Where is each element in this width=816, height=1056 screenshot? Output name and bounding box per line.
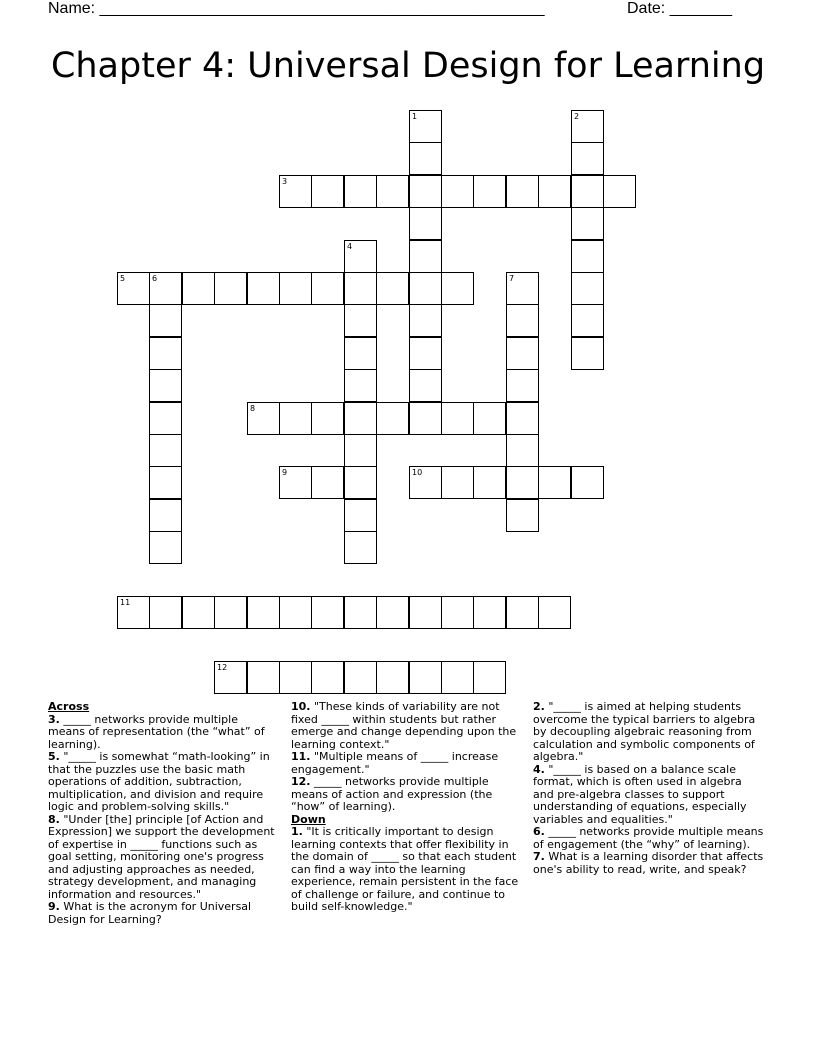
grid-cell[interactable] — [506, 337, 539, 370]
grid-cell[interactable] — [344, 272, 377, 305]
clue-across-8: 8. "Under [the] principle [of Action and Expression] we support the development of expertise in _____ functions such as goal setting, monitoring one's progress and adjusting approaches as needed, strategy development, and managing information and resources." — [48, 812, 275, 901]
grid-cell[interactable] — [409, 304, 442, 337]
clues-column-3 — [533, 701, 765, 876]
grid-cell[interactable] — [441, 402, 474, 435]
grid-cell[interactable] — [571, 337, 604, 370]
clue-number-label: 9 — [282, 468, 288, 477]
grid-cell[interactable] — [344, 499, 377, 532]
clue-number-label: 1 — [412, 112, 418, 121]
page-title: Chapter 4: Universal Design for Learning — [50, 46, 766, 86]
grid-cell[interactable] — [571, 272, 604, 305]
clue-number-label: 8 — [250, 404, 256, 413]
clue-number-label: 5 — [120, 274, 126, 283]
name-label: Name: — [48, 0, 100, 17]
clue-across-11: 11. "Multiple means of _____ increase engagement." — [291, 750, 499, 776]
grid-cell[interactable] — [376, 596, 409, 629]
clue-number-label: 3 — [282, 177, 288, 186]
clue-number-label: 7 — [509, 274, 515, 283]
grid-cell[interactable] — [149, 466, 182, 499]
grid-cell[interactable] — [376, 402, 409, 435]
grid-cell[interactable] — [182, 596, 215, 629]
grid-cell[interactable] — [311, 661, 344, 694]
grid-cell[interactable] — [571, 240, 604, 273]
date-label: Date: — [627, 0, 670, 17]
grid-cell[interactable] — [409, 596, 442, 629]
grid-cell[interactable] — [279, 596, 312, 629]
clue-across-10: 10. "These kinds of variability are not fixed _____ within students but rather emerge and change depending upon the learning context." — [291, 700, 517, 751]
grid-cell[interactable] — [214, 272, 247, 305]
clue-number-label: 6 — [152, 274, 158, 283]
clue-down-4: 4. "_____ is based on a balance scale format, which is often used in algebra and pre-algebra classes to support understanding of equations, especially variables and equalities." — [533, 762, 747, 826]
grid-cell[interactable] — [247, 661, 280, 694]
grid-cell[interactable] — [149, 434, 182, 467]
grid-cell[interactable] — [279, 402, 312, 435]
clues-column-1 — [48, 701, 278, 926]
grid-cell[interactable] — [344, 369, 377, 402]
grid-cell[interactable] — [441, 596, 474, 629]
grid-cell[interactable] — [441, 175, 474, 208]
clue-across-9: 9. What is the acronym for Universal Design for Learning? — [48, 900, 252, 926]
clues-column-2 — [291, 701, 523, 914]
clue-down-7: 7. What is a learning disorder that affects one's ability to read, write, and speak? — [533, 850, 764, 876]
grid-cell[interactable] — [506, 369, 539, 402]
clue-down-1: 1. "It is critically important to design learning contexts that offer flexibility in the domain of _____ so that each student can find a way into the learning experience, remain persistent in the face of challenge or failure, and continue to build self-knowledge." — [291, 825, 519, 913]
grid-cell[interactable] — [149, 337, 182, 370]
grid-cell[interactable] — [247, 272, 280, 305]
grid-cell[interactable] — [344, 175, 377, 208]
grid-cell[interactable] — [344, 531, 377, 564]
grid-cell[interactable] — [506, 175, 539, 208]
grid-cell[interactable] — [409, 175, 442, 208]
grid-cell[interactable] — [409, 207, 442, 240]
grid-cell[interactable] — [506, 434, 539, 467]
grid-cell[interactable] — [376, 175, 409, 208]
grid-cell[interactable] — [311, 175, 344, 208]
grid-cell[interactable] — [376, 661, 409, 694]
name-line: __________________________________________________ — [99, 0, 545, 17]
grid-cell[interactable] — [409, 661, 442, 694]
grid-cell[interactable] — [538, 596, 571, 629]
grid-cell[interactable] — [279, 272, 312, 305]
clue-number-label: 10 — [412, 468, 423, 477]
grid-cell[interactable] — [311, 466, 344, 499]
grid-cell[interactable] — [441, 272, 474, 305]
grid-cell[interactable] — [571, 175, 604, 208]
grid-cell[interactable] — [182, 272, 215, 305]
grid-cell[interactable] — [409, 402, 442, 435]
grid-cell[interactable] — [571, 207, 604, 240]
grid-cell[interactable] — [149, 596, 182, 629]
grid-cell[interactable] — [473, 661, 506, 694]
grid-cell[interactable] — [409, 337, 442, 370]
grid-cell[interactable] — [344, 466, 377, 499]
clue-across-12: 12. _____ networks provide multiple means of action and expression (the “how” of learning). — [291, 775, 493, 813]
grid-cell[interactable] — [149, 304, 182, 337]
grid-cell[interactable] — [538, 175, 571, 208]
grid-cell[interactable] — [571, 304, 604, 337]
grid-cell[interactable] — [409, 272, 442, 305]
grid-cell[interactable] — [344, 402, 377, 435]
clue-number-label: 4 — [347, 242, 353, 251]
clue-down-2: 2. "_____ is aimed at helping students overcome the typical barriers to algebra by decoupling algebraic reasoning from calculation and symbolic components of algebra." — [533, 700, 756, 763]
grid-cell[interactable] — [506, 402, 539, 435]
clue-across-5: 5. "_____ is somewhat “math-looking” in that the puzzles use the basic math operations of addition, subtraction, multiplication, and division and require logic and problem-solving skills." — [48, 750, 270, 813]
grid-cell[interactable] — [344, 337, 377, 370]
clue-across-3: 3. _____ networks provide multiple means of representation (the “what” of learning). — [48, 712, 265, 751]
grid-cell[interactable] — [506, 499, 539, 532]
grid-cell[interactable] — [149, 499, 182, 532]
grid-cell[interactable] — [506, 596, 539, 629]
grid-cell[interactable] — [344, 304, 377, 337]
grid-cell[interactable] — [441, 466, 474, 499]
grid-cell[interactable] — [214, 596, 247, 629]
grid-cell[interactable] — [409, 240, 442, 273]
grid-cell[interactable] — [149, 531, 182, 564]
grid-cell[interactable] — [247, 596, 280, 629]
grid-cell[interactable] — [311, 402, 344, 435]
grid-cell[interactable] — [311, 272, 344, 305]
grid-cell[interactable] — [538, 466, 571, 499]
date-line: _______ — [669, 0, 732, 17]
grid-cell[interactable] — [473, 466, 506, 499]
grid-cell[interactable] — [149, 402, 182, 435]
clue-number-label: 12 — [217, 663, 228, 672]
grid-cell[interactable] — [279, 661, 312, 694]
across-heading: Across — [48, 700, 90, 713]
clue-down-6: 6. _____ networks provide multiple means of engagement (the “why” of learning). — [533, 825, 764, 851]
grid-cell[interactable] — [603, 175, 636, 208]
grid-cell[interactable] — [473, 596, 506, 629]
grid-cell[interactable] — [344, 661, 377, 694]
grid-cell[interactable] — [571, 142, 604, 175]
grid-cell[interactable] — [473, 402, 506, 435]
grid-cell[interactable] — [409, 369, 442, 402]
clue-number-label: 11 — [120, 598, 131, 607]
grid-cell[interactable] — [149, 369, 182, 402]
grid-cell[interactable] — [473, 175, 506, 208]
grid-cell[interactable] — [311, 596, 344, 629]
grid-cell[interactable] — [344, 596, 377, 629]
grid-cell[interactable] — [506, 304, 539, 337]
grid-cell[interactable] — [441, 661, 474, 694]
grid-cell[interactable] — [506, 466, 539, 499]
grid-cell[interactable] — [344, 434, 377, 467]
clue-number-label: 2 — [574, 112, 580, 121]
down-heading: Down — [291, 812, 326, 826]
grid-cell[interactable] — [376, 272, 409, 305]
grid-cell[interactable] — [409, 142, 442, 175]
grid-cell[interactable] — [571, 466, 604, 499]
